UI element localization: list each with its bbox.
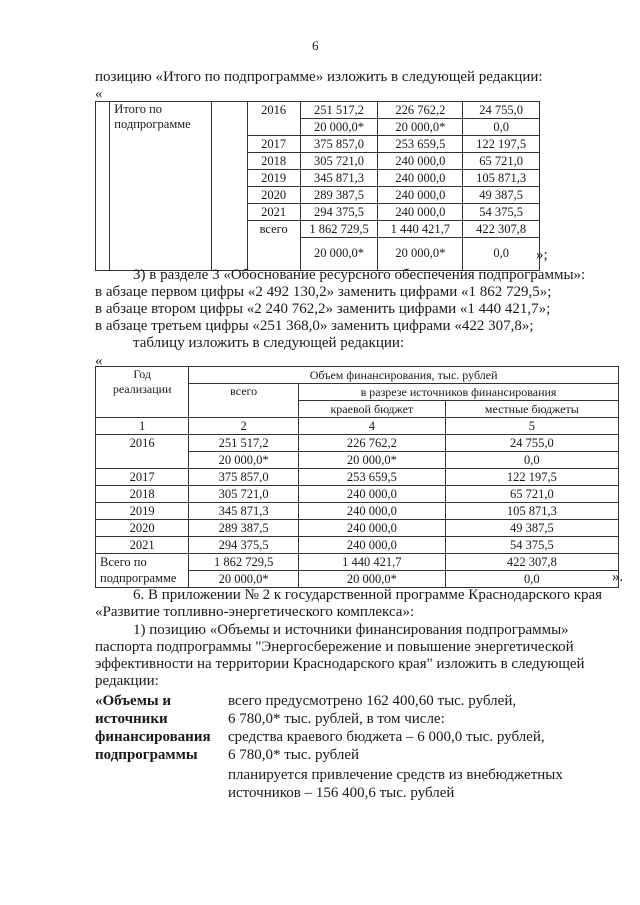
regional-cell: 240 000,0 [299, 520, 446, 537]
blank-column-2 [212, 102, 248, 271]
regional-cell: 240 000,0 [378, 170, 463, 187]
total-cell: 289 387,5 [300, 187, 378, 204]
header-volume: Объем финансирования, тыс. рублей [189, 367, 619, 384]
quote-open-2: « [95, 353, 103, 369]
local-cell: 49 387,5 [445, 520, 618, 537]
quote-open-1: « [95, 86, 103, 102]
blank-column [96, 102, 110, 271]
local-cell: 54 375,5 [463, 204, 540, 221]
regional-cell: 240 000,0 [299, 486, 446, 503]
year-cell: 2020 [247, 187, 300, 204]
passport-line-2: 6 780,0* тыс. рублей, в том числе: [228, 711, 445, 727]
regional-cell: 240 000,0 [378, 187, 463, 204]
column-number: 1 [96, 418, 189, 435]
intro-line: позицию «Итого по подпрограмме» изложить в следующей редакции: [95, 69, 543, 85]
header-local: местные бюджеты [445, 401, 618, 418]
year-cell: 2019 [247, 170, 300, 187]
year-cell [247, 119, 300, 136]
local-cell: 54 375,5 [445, 537, 618, 554]
year-cell: 2016 [96, 435, 189, 452]
local-cell: 122 197,5 [445, 469, 618, 486]
total-cell: 375 857,0 [189, 469, 299, 486]
year-cell: 2019 [96, 503, 189, 520]
passport-line-5: планируется привлечение средств из внебюджетных [228, 767, 563, 783]
total-cell: 289 387,5 [189, 520, 299, 537]
regional-cell: 20 000,0* [378, 238, 463, 271]
regional-cell: 240 000,0 [378, 204, 463, 221]
year-cell: 2020 [96, 520, 189, 537]
passport-label-4: подпрограммы [95, 747, 198, 763]
column-number: 2 [189, 418, 299, 435]
quote-close-2: ». [612, 569, 624, 585]
para6-line4: паспорта подпрограммы "Энергосбережение и повышение энергетической [95, 639, 574, 655]
header-regional: краевой бюджет [299, 401, 446, 418]
local-cell: 0,0 [445, 452, 618, 469]
total-cell: 305 721,0 [300, 153, 378, 170]
regional-cell: 226 762,2 [299, 435, 446, 452]
passport-label-3: финансирования [95, 729, 211, 745]
year-cell: 2018 [247, 153, 300, 170]
year-cell: Всего по [96, 554, 189, 571]
regional-cell: 226 762,2 [378, 102, 463, 119]
total-cell: 20 000,0* [300, 119, 378, 136]
total-cell: 294 375,5 [300, 204, 378, 221]
total-cell: 20 000,0* [189, 452, 299, 469]
regional-cell: 1 440 421,7 [299, 554, 446, 571]
local-cell: 0,0 [463, 238, 540, 271]
local-cell: 422 307,8 [463, 221, 540, 238]
passport-label-1: «Объемы и [95, 693, 172, 709]
total-cell: 345 871,3 [189, 503, 299, 520]
year-cell: 2016 [247, 102, 300, 119]
financing-table [95, 366, 619, 588]
para3-line3: в абзаце втором цифры «2 240 762,2» заменить цифрами «1 440 421,7»; [95, 301, 551, 317]
para6-line1: 6. В приложении № 2 к государственной программе Краснодарского края [133, 587, 603, 603]
para3-line4: в абзаце третьем цифры «251 368,0» заменить цифрами «422 307,8»; [95, 318, 534, 334]
regional-cell: 1 440 421,7 [378, 221, 463, 238]
para6-line6: редакции: [95, 673, 159, 689]
total-cell: 251 517,2 [300, 102, 378, 119]
local-cell: 105 871,3 [463, 170, 540, 187]
quote-close-1: »; [536, 247, 548, 263]
year-cell: подпрограмме [96, 571, 189, 588]
local-cell: 65 721,0 [445, 486, 618, 503]
column-number: 4 [299, 418, 446, 435]
header-total: всего [189, 384, 299, 418]
passport-line-4: 6 780,0* тыс. рублей [228, 747, 360, 763]
passport-label-2: источники [95, 711, 168, 727]
total-cell: 375 857,0 [300, 136, 378, 153]
local-cell: 0,0 [463, 119, 540, 136]
column-number: 5 [445, 418, 618, 435]
local-cell: 105 871,3 [445, 503, 618, 520]
regional-cell: 253 659,5 [378, 136, 463, 153]
regional-cell: 20 000,0* [299, 571, 446, 588]
year-cell: 2017 [247, 136, 300, 153]
passport-line-3: средства краевого бюджета – 6 000,0 тыс. рублей, [228, 729, 545, 745]
para6-line2: «Развитие топливно-энергетического комплекса»: [95, 604, 415, 620]
local-cell: 0,0 [445, 571, 618, 588]
total-cell: 20 000,0* [300, 238, 378, 271]
passport-line-6: источников – 156 400,6 тыс. рублей [228, 785, 455, 801]
regional-cell: 240 000,0 [378, 153, 463, 170]
regional-cell: 20 000,0* [299, 452, 446, 469]
total-cell: 345 871,3 [300, 170, 378, 187]
total-cell: 251 517,2 [189, 435, 299, 452]
para3-line5: таблицу изложить в следующей редакции: [133, 335, 405, 351]
local-cell: 24 755,0 [463, 102, 540, 119]
local-cell: 49 387,5 [463, 187, 540, 204]
year-cell: 2021 [247, 204, 300, 221]
para3-line2: в абзаце первом цифры «2 492 130,2» заменить цифрами «1 862 729,5»; [95, 284, 552, 300]
total-cell: 1 862 729,5 [189, 554, 299, 571]
year-cell [96, 452, 189, 469]
regional-cell: 253 659,5 [299, 469, 446, 486]
regional-cell: 240 000,0 [299, 537, 446, 554]
local-cell: 65 721,0 [463, 153, 540, 170]
para6-line3: 1) позицию «Объемы и источники финансирования подпрограммы» [133, 622, 569, 638]
para6-line5: эффективности на территории Краснодарского края" изложить в следующей [95, 656, 585, 672]
local-cell: 422 307,8 [445, 554, 618, 571]
regional-cell: 20 000,0* [378, 119, 463, 136]
subprogram-total-table [95, 101, 540, 271]
local-cell: 122 197,5 [463, 136, 540, 153]
passport-line-1: всего предусмотрено 162 400,60 тыс. рублей, [228, 693, 517, 709]
regional-cell: 240 000,0 [299, 503, 446, 520]
total-cell: 20 000,0* [189, 571, 299, 588]
total-label: Итого по подпрограмме [110, 102, 212, 271]
year-cell: 2017 [96, 469, 189, 486]
year-cell: всего [247, 221, 300, 238]
year-cell: 2018 [96, 486, 189, 503]
total-cell: 294 375,5 [189, 537, 299, 554]
total-cell: 1 862 729,5 [300, 221, 378, 238]
page-number: 6 [312, 38, 319, 53]
para3-line1: 3) в разделе 3 «Обоснование ресурсного обеспечения подпрограммы»: [133, 267, 586, 283]
header-sources: в разрезе источников финансирования [299, 384, 619, 401]
total-cell: 305 721,0 [189, 486, 299, 503]
year-cell: 2021 [96, 537, 189, 554]
local-cell: 24 755,0 [445, 435, 618, 452]
header-year: Год реализации [96, 367, 189, 418]
